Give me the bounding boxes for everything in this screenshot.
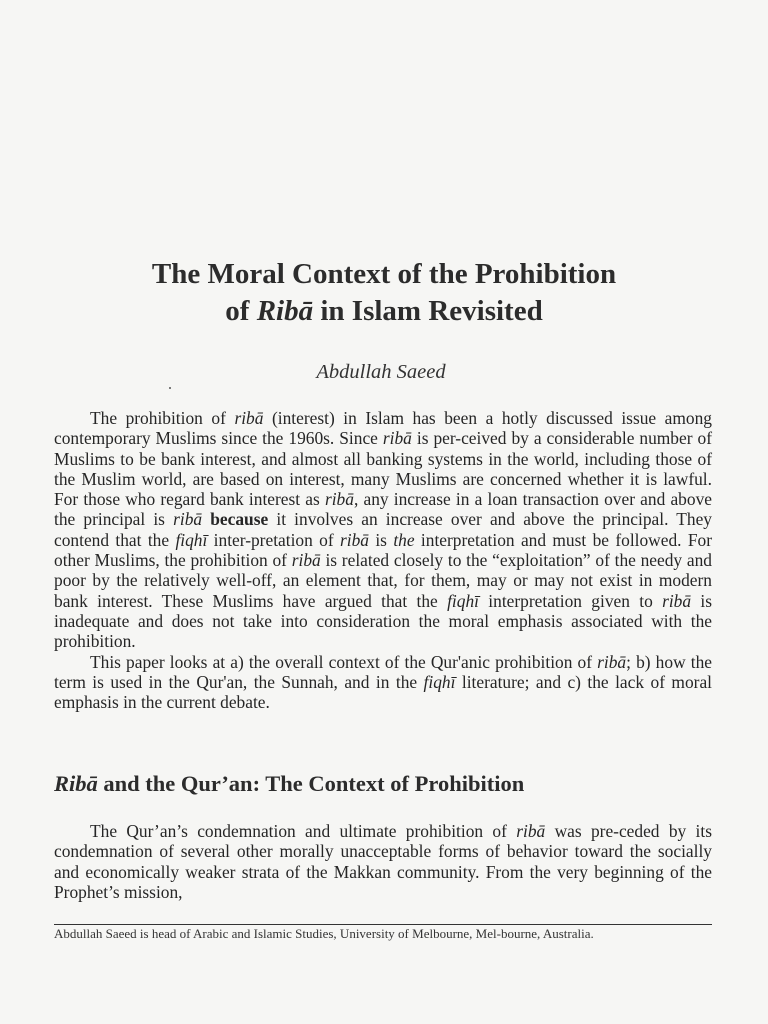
- text-run: ribā: [597, 651, 627, 672]
- text-run: inter-pretation of: [207, 529, 340, 550]
- author-name: Abdullah Saeed: [316, 361, 446, 383]
- article-title-line-2: [0, 293, 768, 330]
- text-run: ribā: [234, 408, 264, 428]
- print-speck: [169, 387, 171, 389]
- intro-paragraph-1: [54, 408, 712, 652]
- text-run: is per-ceived by a considerable number of Muslims to be bank interest, and almost all banking systems in the world, including those of the Muslim world, are based on interest, many Muslims are concerned whether it is lawful. For those who regard bank interest as: [54, 428, 712, 510]
- intro-paragraph-2: [54, 652, 712, 713]
- text-run: fiqhī: [175, 529, 208, 550]
- text-run: ribā: [516, 821, 546, 841]
- article-title-term: Ribā: [256, 295, 314, 327]
- text-run: it involves an increase over and above the principal. They contend that the: [54, 509, 712, 550]
- text-run: ribā: [324, 489, 354, 510]
- text-run: fiqhī: [447, 590, 479, 611]
- introduction: [54, 408, 712, 712]
- text-run: , any increase in a loan transaction over and above the principal is: [54, 489, 712, 530]
- text-run: ribā: [291, 550, 321, 571]
- text-run: (interest) in Islam has been a hotly discussed issue among contemporary Muslims since the 1960s. Since: [54, 408, 712, 449]
- text-run: because: [210, 509, 269, 530]
- section-body: [54, 821, 712, 902]
- text-run: interpretation and must be followed. For other Muslims, the prohibition of: [54, 529, 713, 571]
- section-paragraph-1: [54, 821, 712, 902]
- text-run: ribā: [382, 428, 412, 449]
- article-title-line-1: The Moral Context of the Prohibition: [151, 258, 617, 290]
- text-run: literature; and c) the lack of moral emphasis in the current debate.: [54, 671, 712, 713]
- text-run: The prohibition of: [90, 408, 235, 428]
- footnote-rule: [54, 924, 712, 925]
- text-run: The Qur’an’s condemnation and ultimate prohibition of: [90, 821, 517, 841]
- text-run: is: [369, 529, 394, 550]
- text-run: This paper looks at a) the overall context of the Qur'anic prohibition of: [90, 651, 598, 672]
- text-run: ribā: [662, 590, 692, 611]
- article-title-line-2-post: in Islam Revisited: [313, 295, 543, 327]
- text-run: is inadequate and does not take into consideration the moral emphasis associated with the prohibition.: [54, 590, 712, 652]
- article-title: [0, 256, 768, 330]
- text-run: interpretation given to: [478, 590, 663, 611]
- section-heading-rest: and the Qur’an: The Context of Prohibition: [97, 771, 525, 796]
- section-heading: [54, 771, 524, 797]
- text-run: ; b) how the term is used in the Qur'an, the Sunnah, and in the: [54, 651, 712, 692]
- footnote: Abdullah Saeed is head of Arabic and Islamic Studies, University of Melbourne, Mel-bourne, Australia.: [54, 926, 594, 941]
- text-run: is related closely to the “exploitation” of the needy and poor by the relatively well-off, an element that, for them, may or may not exist in modern bank interest. These Muslims have argued that the: [54, 550, 712, 611]
- text-run: was pre-ceded by its condemnation of several other morally unacceptable forms of behavior toward the socially and economically weaker strata of the Makkan community. From the very beginning of the Prophet’s mission,: [54, 821, 712, 902]
- section-heading-term: Ribā: [54, 771, 98, 796]
- text-run: ribā: [173, 509, 203, 530]
- text-run: ribā: [340, 529, 369, 550]
- text-run: the: [393, 529, 415, 550]
- text-run: fiqhī: [423, 671, 456, 692]
- article-title-line-2-pre: of: [225, 295, 257, 327]
